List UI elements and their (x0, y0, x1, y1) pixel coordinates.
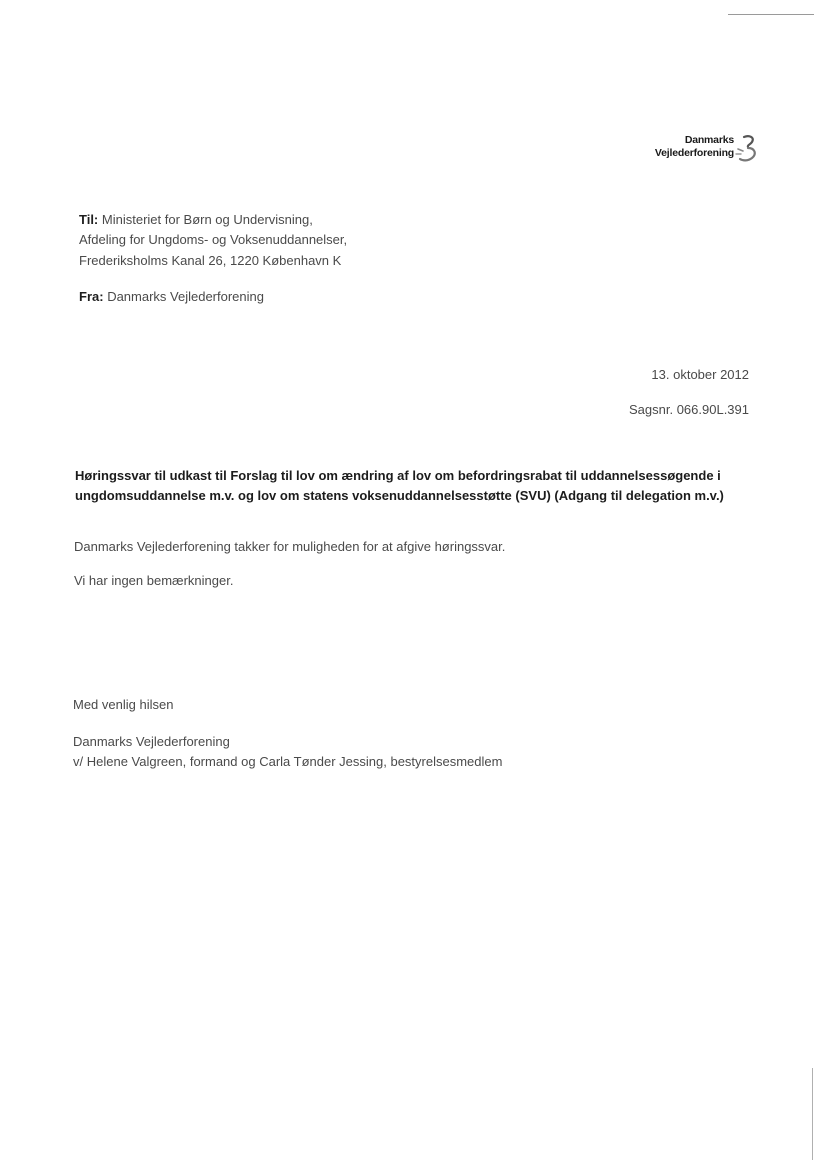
closing-organization: Danmarks Vejlederforening (73, 734, 230, 749)
subject-line2: ungdomsuddannelse m.v. og lov om statens voksenuddannelsesstøtte (SVU) (Adgang til delegation m.v.) (75, 488, 724, 503)
closing-signatories: v/ Helene Valgreen, formand og Carla Tønder Jessing, bestyrelsesmedlem (73, 754, 503, 769)
recipient-line1 (79, 210, 313, 229)
body-paragraph2: Vi har ingen bemærkninger. (74, 573, 234, 588)
scan-edge-line-top (728, 14, 814, 15)
subject-line1: Høringssvar til udkast til Forslag til lov om ændring af lov om befordringsrabat til uddannelsessøgende i (75, 468, 721, 483)
organization-logo-mark-icon (734, 134, 760, 166)
case-number: Sagsnr. 066.90L.391 (629, 402, 749, 417)
logo-text-line2: Vejlederforening (654, 147, 734, 159)
organization-logo (620, 134, 760, 170)
logo-text (655, 134, 734, 160)
letter-date: 13. oktober 2012 (651, 367, 749, 382)
closing-greeting: Med venlig hilsen (73, 697, 174, 712)
recipient-name: Ministeriet for Børn og Undervisning, (101, 212, 313, 227)
logo-text-line1: Danmarks (684, 134, 734, 146)
subject-heading (75, 466, 724, 506)
scan-edge-line-right (812, 1068, 813, 1160)
recipient-label: Til: (79, 212, 99, 227)
recipient-line3: Frederiksholms Kanal 26, 1220 København K (79, 253, 342, 268)
sender-name: Danmarks Vejlederforening (107, 289, 264, 304)
body-paragraph1: Danmarks Vejlederforening takker for muligheden for at afgive høringssvar. (74, 539, 506, 554)
recipient-line2: Afdeling for Ungdoms- og Voksenuddannelser, (79, 232, 348, 247)
sender-label: Fra: (79, 289, 104, 304)
sender-line (79, 287, 264, 306)
